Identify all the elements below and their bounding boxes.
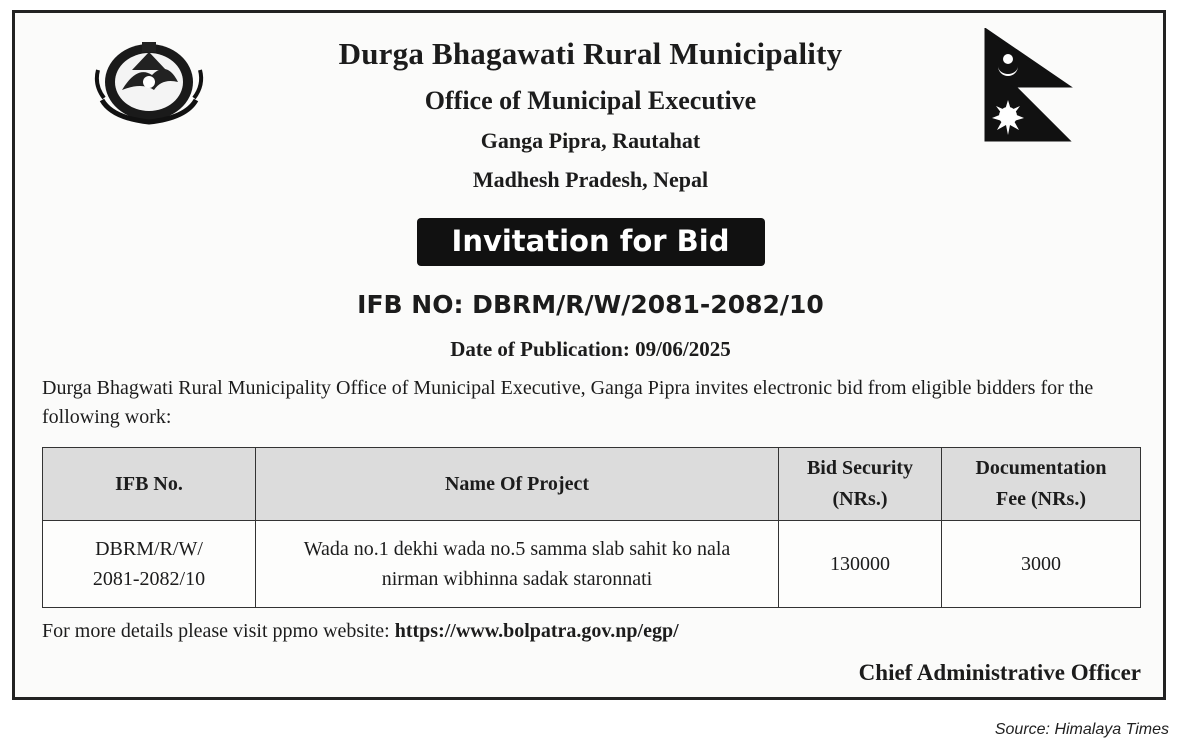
address-line-2: Madhesh Pradesh, Nepal — [472, 167, 709, 192]
municipality-name: Durga Bhagawati Rural Municipality — [338, 36, 843, 71]
cell-ifb-line2: 2081-2082/10 — [92, 568, 206, 590]
header-ifb-no: IFB No. — [43, 448, 256, 521]
header-doc-fee — [942, 448, 1141, 521]
cell-ifb-no — [43, 521, 256, 608]
header-bid-security-line1: Bid Security — [806, 457, 914, 479]
office-name: Office of Municipal Executive — [424, 86, 757, 115]
details-note — [42, 620, 679, 643]
publication-date: Date of Publication: 09/06/2025 — [450, 337, 731, 361]
source-credit: Source: Himalaya Times — [994, 721, 1169, 738]
address-line-1: Ganga Pipra, Rautahat — [480, 128, 701, 153]
cell-project — [256, 521, 779, 608]
header-doc-fee-line1: Documentation — [975, 457, 1107, 479]
table-header-row — [43, 448, 1141, 521]
cell-project-line1: Wada no.1 dekhi wada no.5 samma slab sahit ko nala — [303, 538, 731, 560]
cell-ifb-line1: DBRM/R/W/ — [95, 538, 203, 560]
header-bid-security — [779, 448, 942, 521]
header-doc-fee-line2: Fee (NRs.) — [996, 488, 1086, 510]
badge-wrap — [0, 218, 1181, 266]
bid-table — [42, 447, 1141, 608]
header-bid-security-line2: (NRs.) — [832, 488, 888, 510]
header-project: Name Of Project — [256, 448, 779, 521]
ifb-number: IFB NO: DBRM/R/W/2081-2082/10 — [357, 290, 824, 319]
cell-doc-fee: 3000 — [942, 521, 1141, 608]
ppmo-website-link[interactable]: https://www.bolpatra.gov.np/egp/ — [394, 620, 679, 642]
cell-project-line2: nirman wibhinna sadak staronnati — [381, 568, 653, 590]
intro-paragraph: Durga Bhagwati Rural Municipality Office of Municipal Executive, Ganga Pipra invites electronic bid from eligible bidders for the following work: — [42, 377, 1094, 428]
cell-bid-security: 130000 — [779, 521, 942, 608]
table-row — [43, 521, 1141, 608]
invitation-badge: Invitation for Bid — [417, 218, 765, 266]
details-prefix: For more details please visit ppmo website: — [42, 620, 395, 642]
signatory: Chief Administrative Officer — [858, 660, 1141, 685]
